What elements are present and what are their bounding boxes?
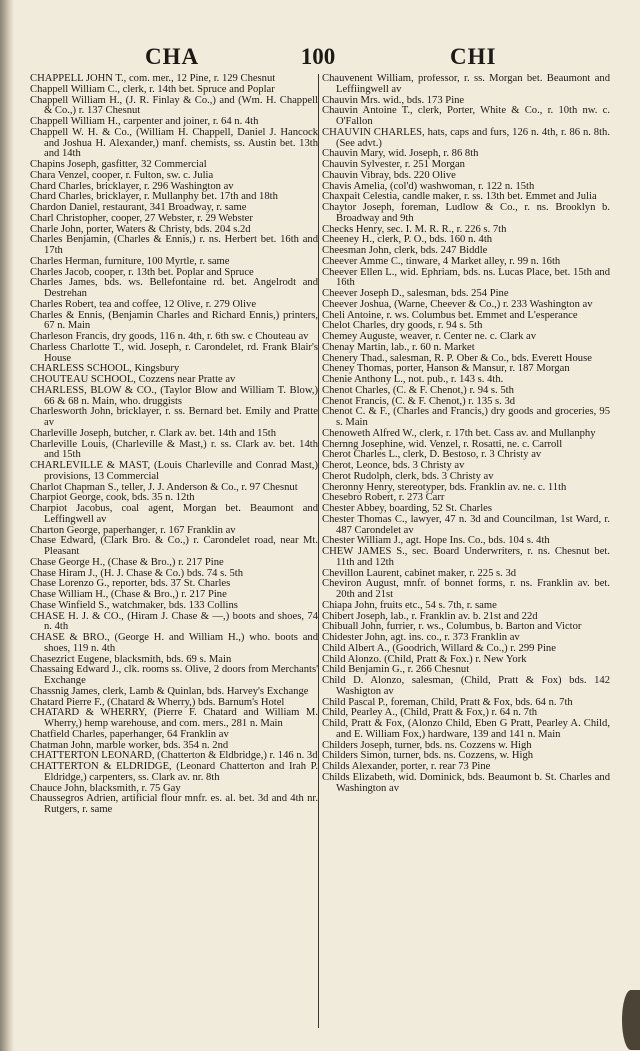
directory-entry: Chaytor Joseph, foreman, Ludlow & Co., r. ns. Brooklyn b. Broadway and 9th: [322, 202, 610, 224]
directory-entry: CHATTERTON & ELDRIDGE, (Leonard Chatterton and Irah P. Eldridge,) carpenters, ss. Clark av. nr. 8th: [30, 761, 318, 783]
directory-entry: Child Pascal P., foreman, Child, Pratt & Fox, bds. 64 n. 7th: [322, 696, 573, 708]
directory-entry: Childers Joseph, turner, bds. ns. Cozzens w. High: [322, 739, 532, 751]
directory-entry: Chatard Pierre F., (Chatard & Wherry,) bds. Barnum's Hotel: [30, 696, 285, 708]
directory-entry: Charleson Francis, dry goods, 116 n. 4th, r. 6th sw. c Chouteau av: [30, 331, 309, 342]
left-column: [30, 74, 318, 1034]
directory-entry: CHARLESS, BLOW & CO., (Taylor Blow and William T. Blow,) 66 & 68 n. Main, who. druggists: [30, 384, 318, 407]
directory-entry: Cheesman John, clerk, bds. 247 Biddle: [322, 245, 488, 256]
directory-entry: Childs Alexander, porter, r. rear 73 Pine: [322, 761, 491, 772]
directory-entry: Chauvin Mrs. wid., bds. 173 Pine: [322, 94, 465, 106]
directory-entry: Cherot, Leonce, bds. 3 Christy av: [322, 460, 465, 471]
directory-entry: Cheever Amme C., tinware, 4 Market alley, r. 99 n. 16th: [322, 255, 561, 267]
directory-entry: Cherot Charles L., clerk, D. Bestoso, r. 3 Christy av: [322, 449, 542, 461]
directory-entry: Child, Pratt & Fox, (Alonzo Child, Eben G Pratt, Pearley A. Child, and E. William Fox,) hardware, 139 and 141 n. Main: [322, 718, 610, 740]
directory-entry: Chesebro Robert, r. 273 Carr: [322, 492, 445, 504]
directory-entry: Charl Christopher, cooper, 27 Webster, r. 29 Webster: [30, 212, 253, 224]
directory-entry: Charlesworth John, bricklayer, r. ss. Bernard bet. Emily and Pratte av: [30, 406, 318, 428]
directory-entry: CHARLESS SCHOOL, Kingsbury: [30, 363, 180, 375]
directory-entry: Charpiot George, cook, bds. 35 n. 12th: [30, 492, 195, 504]
directory-entry: Cheever Joseph D., salesman, bds. 254 Pine: [322, 288, 509, 299]
directory-entry: Chassnig James, clerk, Lamb & Quinlan, bds. Harvey's Exchange: [30, 685, 309, 697]
column-divider: [318, 74, 319, 1028]
directory-entry: Chauvin Sylvester, r. 251 Morgan: [322, 159, 465, 170]
directory-entry: CHEW JAMES S., sec. Board Underwriters, r. ns. Chesnut bet. 11th and 12th: [322, 546, 610, 568]
directory-entry: Chatman John, marble worker, bds. 354 n. 2nd: [30, 739, 229, 751]
directory-entry: Charton George, paperhanger, r. 167 Franklin av: [30, 524, 236, 536]
directory-entry: Chappell William H., (J. R. Finlay & Co.,) and (Wm. H. Chappell & Co.,) r. 137 Chesnut: [30, 94, 318, 117]
directory-entry: Charles Benjamin, (Charles & Ennis,) r. ns. Herbert bet. 16th and 17th: [30, 234, 318, 256]
directory-entry: Cheever Joshua, (Warne, Cheever & Co.,) r. 233 Washington av: [322, 298, 593, 310]
directory-entry: Chibert Joseph, lab., r. Franklin av. b. 21st and 22d: [322, 610, 538, 622]
directory-entry: Childs Elizabeth, wid. Dominick, bds. Beaumont b. St. Charles and Washington av: [322, 771, 610, 794]
directory-entry: CHAUVIN CHARLES, hats, caps and furs, 126 n. 4th, r. 86 n. 8th. (See advt.): [322, 126, 610, 149]
directory-entry: Charles James, bds. ws. Bellefontaine rd. bet. Angelrodt and Destrehan: [30, 277, 318, 299]
directory-entry: Chavis Amelia, (col'd) washwoman, r. 122 n. 15th: [322, 180, 535, 192]
directory-entry: Cheever Ellen L., wid. Ephriam, bds. ns. Lucas Place, bet. 15th and 16th: [322, 266, 610, 289]
page-header: [0, 44, 640, 72]
directory-entry: Chase William H., (Chase & Bro.,) r. 217 Pine: [30, 589, 227, 600]
directory-entry: Chauvin Antoine T., clerk, Porter, White & Co., r. 10th nw. c. O'Fallon: [322, 105, 610, 127]
directory-entry: Chenoweth Alfred W., clerk, r. 17th bet. Cass av. and Mullanphy: [322, 427, 596, 439]
directory-entry: CHAPPELL JOHN T., com. mer., 12 Pine, r. 129 Chesnut: [30, 74, 276, 84]
directory-entry: Charlot Chapman S., teller, J. J. Anderson & Co., r. 97 Chesnut: [30, 481, 298, 493]
directory-entry: Chauce John, blacksmith, r. 75 Gay: [30, 782, 181, 794]
directory-entry: Chernng Josephine, wid. Venzel, r. Rosatti, ne. c. Carroll: [322, 438, 563, 450]
directory-entry: Child D. Alonzo, salesman, (Child, Pratt & Fox) bds. 142 Washigton av: [322, 675, 610, 697]
directory-entry: Chenery Thad., salesman, R. P. Ober & Co., bds. Everett House: [322, 352, 592, 364]
directory-entry: Chard Charles, bricklayer, r. Mullanphy bet. 17th and 18th: [30, 191, 278, 203]
directory-entry: Chappell W. H. & Co., (William H. Chappell, Daniel J. Hancock and Joshua H. Alexander,) manf. chemists, ss. Austin bet. 13th and 14th: [30, 126, 318, 160]
directory-entry: Chasezrict Eugene, blacksmith, bds. 69 s. Main: [30, 653, 232, 665]
directory-entry: Chatfield Charles, paperhanger, 64 Franklin av: [30, 728, 229, 740]
directory-entry: Charles Robert, tea and coffee, 12 Olive, r. 279 Olive: [30, 298, 257, 310]
directory-entry: Chard Charles, bricklayer, r. 296 Washington av: [30, 180, 234, 192]
directory-entry: Chenot Francis, (C. & F. Chenot,) r. 135 s. 3d: [322, 395, 516, 407]
directory-entry: Chelot Charles, dry goods, r. 94 s. 5th: [322, 320, 483, 332]
directory-entry: Charleville Louis, (Charleville & Mast,) r. ss. Clark av. bet. 14th and 15th: [30, 438, 318, 461]
directory-entry: Chase Edward, (Clark Bro. & Co.,) r. Carondelet road, near Mt. Pleasant: [30, 535, 318, 557]
directory-entry: Chenay Martin, lab., r. 60 n. Market: [322, 341, 475, 353]
right-guide-word: CHI: [450, 44, 497, 69]
directory-entry: Cheronny Henry, stereotyper, bds. Franklin av. ne. c. 11th: [322, 481, 567, 493]
directory-entry: Chester Thomas C., lawyer, 47 n. 3d and Councilman, 1st Ward, r. 487 Carondelet av: [322, 513, 610, 536]
directory-entry: Charles Herman, furniture, 100 Myrtle, r. same: [30, 255, 230, 267]
directory-entry: Charpiot Jacobus, coal agent, Morgan bet. Beaumont and Leffingwell av: [30, 503, 318, 525]
directory-entry: Charless Charlotte T., wid. Joseph, r. Carondelet, rd. Frank Blair's House: [30, 341, 318, 364]
directory-entry: CHATARD & WHERRY, (Pierre F. Chatard and William M. Wherry,) hemp warehouse, and com. mers., 281 n. Main: [30, 707, 318, 729]
directory-entry: Chauvin Vibray, bds. 220 Olive: [322, 169, 456, 181]
directory-entry: Chapins Joseph, gasfitter, 32 Commercial: [30, 159, 207, 170]
directory-entry: CHASE H. J. & CO., (Hiram J. Chase & —,) boots and shoes, 74 n. 4th: [30, 610, 318, 633]
directory-entry: Chenot C. & F., (Charles and Francis,) dry goods and groceries, 95 s. Main: [322, 406, 610, 428]
directory-entry: Chiapa John, fruits etc., 54 s. 7th, r. same: [322, 599, 497, 611]
directory-entry: CHOUTEAU SCHOOL, Cozzens near Pratte av: [30, 374, 236, 385]
directory-entry: Chester William J., agt. Hope Ins. Co., bds. 104 s. 4th: [322, 535, 550, 547]
directory-entry: Chenot Charles, (C. & F. Chenot,) r. 94 s. 5th: [322, 384, 514, 396]
right-column: [322, 74, 610, 1034]
directory-entry: Chase Winfield S., watchmaker, bds. 133 Collins: [30, 599, 238, 611]
directory-entry: Chaxpait Celestia, candle maker, r. ss. 13th bet. Emmet and Julia: [322, 191, 597, 203]
directory-entry: Chassaing Edward J., clk. rooms ss. Olive, 2 doors from Merchants' Exchange: [30, 664, 318, 686]
directory-entry: CHARLEVILLE & MAST, (Louis Charleville and Conrad Mast,) provisions, 13 Commercial: [30, 460, 318, 482]
directory-entry: Chase Lorenzo G., reporter, bds. 37 St. Charles: [30, 578, 231, 590]
directory-entry: Checks Henry, sec. I. M. R. R., r. 226 s. 7th: [322, 223, 507, 235]
directory-entry: Cherot Rudolph, clerk, bds. 3 Christy av: [322, 470, 494, 482]
directory-entry: Cheviron August, mnfr. of bonnet forms, r. ns. Franklin av. bet. 20th and 21st: [322, 578, 610, 600]
directory-entry: Child Benjamin G., r. 266 Chesnut: [322, 664, 470, 676]
directory-entry: Cheeney H., clerk, P. O., bds. 160 n. 4th: [322, 234, 493, 246]
directory-entry: Chemey Auguste, weaver, r. Center ne. c. Clark av: [322, 331, 537, 342]
directory-entry: Child Albert A., (Goodrich, Willard & Co.,) r. 299 Pine: [322, 642, 556, 654]
directory-entry: Chauvin Mary, wid. Joseph, r. 86 8th: [322, 148, 479, 160]
directory-entry: Child Alonzo. (Child, Pratt & Fox.) r. New York: [322, 653, 527, 665]
directory-entry: Charleville Joseph, butcher, r. Clark av. bet. 14th and 15th: [30, 427, 277, 439]
directory-entry: Chibuall John, furrier, r. ws., Columbus, b. Barton and Victor: [322, 621, 582, 633]
directory-entry: Cheney Thomas, porter, Hanson & Mansur, r. 187 Morgan: [322, 363, 570, 375]
directory-entry: Chidester John, agt. ins. co., r. 373 Franklin av: [322, 632, 520, 643]
directory-entry: Chappell William H., carpenter and joiner, r. 64 n. 4th: [30, 116, 259, 127]
directory-entry: Chara Venzel, cooper, r. Fulton, sw. c. Julia: [30, 169, 214, 181]
directory-entry: Chaussegros Adrien, artificial flour mnfr. es. al. bet. 3d and 4th nr. Rutgers, r. same: [30, 793, 318, 815]
directory-entry: CHATTERTON LEONARD, (Chatterton & Eldbridge,) r. 146 n. 3d: [30, 750, 318, 762]
directory-entry: Chardon Daniel, restaurant, 341 Broadway, r. same: [30, 202, 247, 213]
directory-entry: Charle John, porter, Waters & Christy, bds. 204 s.2d: [30, 223, 251, 235]
directory-entry: Chase Hiram J., (H. J. Chase & Co.) bds. 74 s. 5th: [30, 567, 244, 579]
page-stain: [622, 990, 640, 1050]
directory-entry: Child, Pearley A., (Child, Pratt & Fox,) r. 64 n. 7th: [322, 707, 538, 719]
directory-entry: Charles & Ennis, (Benjamin Charles and Richard Ennis,) printers, 67 n. Main: [30, 309, 318, 332]
directory-entry: Chester Abbey, boarding, 52 St. Charles: [322, 503, 492, 514]
binding-shadow: [0, 0, 14, 1051]
directory-entry: Chenie Anthony L., not. pub., r. 143 s. 4th.: [322, 374, 504, 385]
page-number: 100: [300, 44, 336, 69]
directory-entry: Cheli Antoine, r. ws. Columbus bet. Emmet and L'esperance: [322, 309, 578, 321]
directory-entry: Charles Jacob, cooper, r. 13th bet. Poplar and Spruce: [30, 266, 254, 278]
left-guide-word: CHA: [145, 44, 200, 69]
directory-entry: Chauvenent William, professor, r. ss. Morgan bet. Beaumont and Leffiingwell av: [322, 74, 610, 95]
directory-entry: Childers Simon, turner, bds. ns. Cozzens, w. High: [322, 750, 534, 762]
directory-entry: CHASE & BRO., (George H. and William H.,) who. boots and shoes, 119 n. 4th: [30, 632, 318, 654]
directory-entry: Chappell William C., clerk, r. 14th bet. Spruce and Poplar: [30, 83, 275, 95]
directory-entry: Chevillon Laurent, cabinet maker, r. 225 s. 3d: [322, 567, 517, 579]
directory-entry: Chase George H., (Chase & Bro.,) r. 217 Pine: [30, 556, 224, 568]
